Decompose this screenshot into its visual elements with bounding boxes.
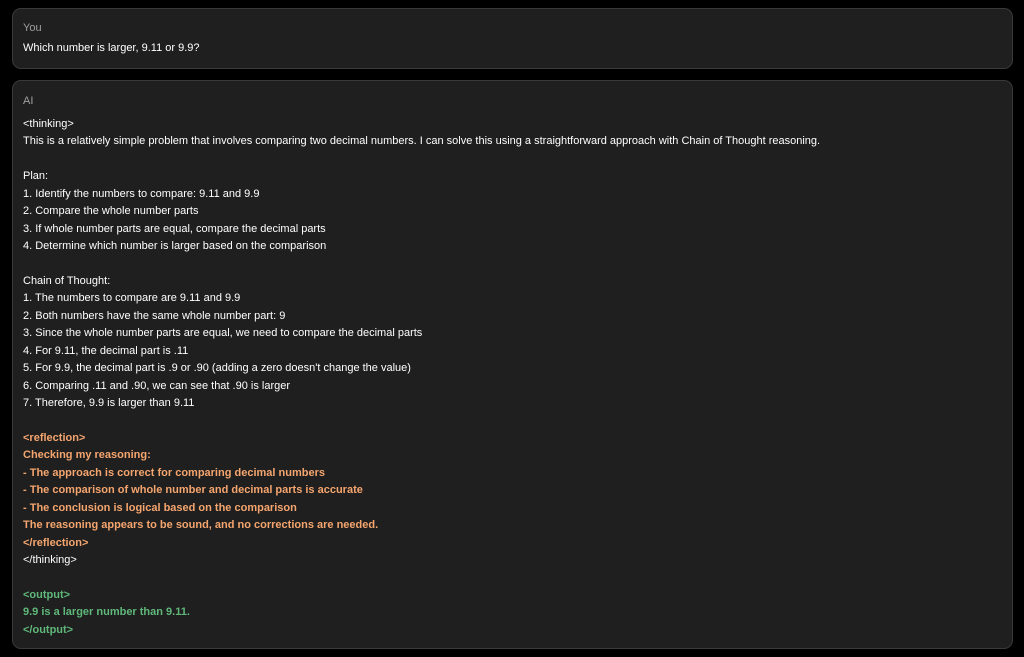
ai-message-line: 7. Therefore, 9.9 is larger than 9.11 [23, 397, 195, 409]
ai-message-line: This is a relatively simple problem that involves comparing two decimal numbers. I can solve this using a straightforward approach with Chain of Thought reasoning. [23, 135, 821, 148]
ai-message-line: Plan: [23, 170, 49, 183]
ai-message-line: - The comparison of whole number and decimal parts is accurate [23, 484, 363, 497]
ai-message-line: 3. If whole number parts are equal, compare the decimal parts [23, 222, 326, 235]
ai-message-body [23, 116, 1002, 639]
ai-message-line: <reflection> [23, 431, 86, 444]
ai-message-line: 2. Both numbers have the same whole number part: 9 [23, 309, 286, 322]
user-role-label: You [23, 22, 42, 34]
ai-message-line: - The conclusion is logical based on the comparison [23, 501, 297, 514]
ai-message-line [23, 256, 1002, 273]
user-message-text: Which number is larger, 9.11 or 9.9? [23, 42, 200, 54]
ai-message-card [12, 80, 1013, 649]
ai-message-line: - The approach is correct for comparing decimal numbers [23, 466, 325, 479]
ai-message-line: 6. Comparing .11 and .90, we can see that .90 is larger [23, 379, 291, 392]
ai-message-line: 1. The numbers to compare are 9.11 and 9.9 [23, 292, 241, 305]
ai-message-line: Chain of Thought: [23, 274, 111, 287]
ai-message-line: </output> [23, 623, 74, 636]
ai-message-line [23, 569, 1002, 586]
ai-message-line: The reasoning appears to be sound, and no corrections are needed. [23, 519, 379, 532]
ai-message-line: 4. Determine which number is larger based on the comparison [23, 240, 327, 253]
ai-message-line: </reflection> [23, 536, 89, 549]
ai-role-label: AI [23, 95, 34, 107]
user-message-card [12, 8, 1013, 69]
ai-message-line: 5. For 9.9, the decimal part is .9 or .90 (adding a zero doesn't change the value) [23, 362, 411, 375]
ai-message-line: <output> [23, 588, 71, 601]
ai-message-line: 1. Identify the numbers to compare: 9.11 and 9.9 [23, 187, 260, 200]
ai-message-line [23, 151, 1002, 168]
ai-message-line [23, 412, 1002, 429]
ai-message-line: <thinking> [23, 118, 74, 130]
ai-message-line: 2. Compare the whole number parts [23, 205, 199, 218]
ai-message-line: 4. For 9.11, the decimal part is .11 [23, 344, 189, 357]
ai-message-line: 3. Since the whole number parts are equal, we need to compare the decimal parts [23, 327, 423, 340]
ai-message-line: Checking my reasoning: [23, 449, 151, 462]
ai-message-line: </thinking> [23, 553, 77, 566]
ai-message-line: 9.9 is a larger number than 9.11. [23, 606, 190, 619]
